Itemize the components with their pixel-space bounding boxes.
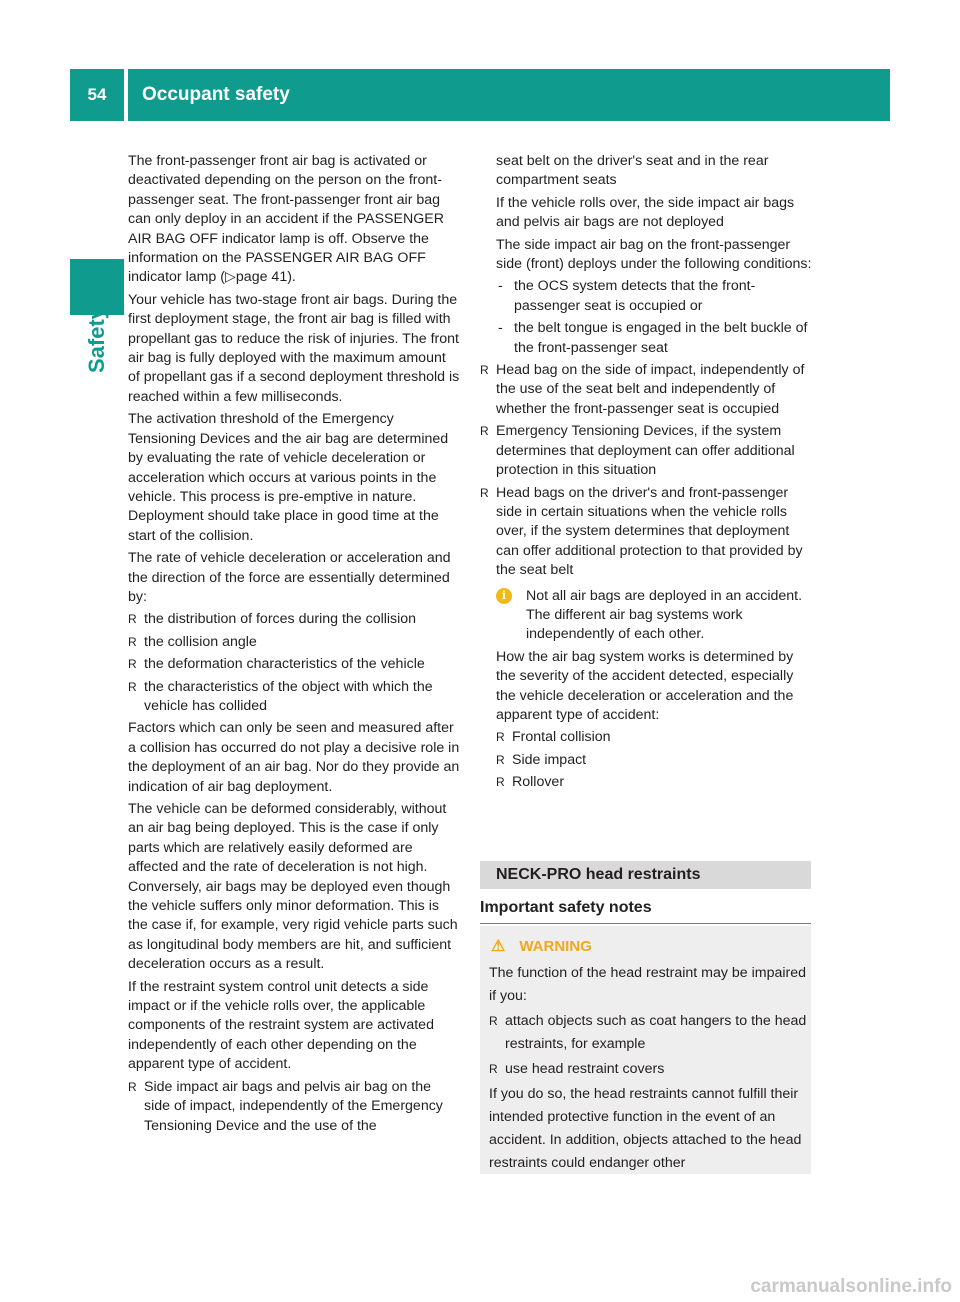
list-item: R use head restraint covers (489, 1058, 807, 1081)
paragraph: The rate of vehicle deceleration or acceleration and the direction of the force are essentially determined by: (128, 550, 451, 605)
bullet-icon: R (128, 657, 137, 672)
section-subheading: Important safety notes (480, 899, 652, 916)
list-item: - the OCS system detects that the front-passenger seat is occupied or (498, 278, 756, 314)
left-column (128, 152, 460, 1139)
paragraph: Your vehicle has two-stage front air bags. During the first deployment stage, the front air bag is filled with propellant gas to reduce the risk of injuries. The front air bag is fully deployed with the maximum amount of propellant gas if a second deployment threshold is reached within a few milliseconds. (128, 291, 460, 405)
side-tab-label: Safety (84, 306, 109, 374)
bullet-icon: R (496, 752, 505, 767)
watermark: carmanualsonline.info (750, 1276, 952, 1297)
paragraph: If the vehicle rolls over, the side impact air bags and pelvis air bags are not deployed (496, 194, 795, 231)
bullet-icon: R (480, 424, 489, 439)
list-item: R attach objects such as coat hangers to the head restraints, for example (489, 1010, 807, 1056)
list-item: R Side impact (496, 751, 814, 770)
page-reference-link[interactable]: page 41). (235, 269, 296, 286)
bullet-icon: R (128, 634, 137, 649)
page-title: Occupant safety (128, 69, 890, 121)
paragraph: If the restraint system control unit detects a side impact or if the vehicle rolls over, the applicable components of the restraint system are activated independently of each other depending on the apparent type of accident. (128, 978, 434, 1073)
section-heading: NECK-PRO head restraints (480, 861, 811, 889)
list-item: R the deformation characteristics of the vehicle (128, 655, 460, 674)
bullet-icon: R (480, 363, 489, 378)
list-item: R the collision angle (128, 633, 460, 652)
list-item: R Head bags on the driver's and front-passenger side in certain situations when the vehicle rolls over, if the system determines that deployment can offer additional protection to that provided by the seat belt (480, 484, 803, 579)
list-item: - the belt tongue is engaged in the belt buckle of the front-passenger seat (498, 320, 808, 356)
info-icon: i (496, 588, 512, 604)
paragraph: The front-passenger front air bag is activated or deactivated depending on the person on the front-passenger seat. The front-passenger front air bag can only deploy in an accident if the PASSENGER AIR BAG OFF indicator lamp is off. Observe the information on the PASSENGER AIR BAG OFF indicator lamp (▷page 41). (128, 153, 444, 286)
bullet-icon: R (489, 1014, 498, 1028)
dash-icon: - (498, 278, 503, 295)
warning-text: If you do so, the head restraints cannot fulfill their intended protective function in the event of an accident. In addition, objects attached to the head restraints could endanger other (489, 1086, 802, 1171)
bullet-icon: R (489, 1062, 498, 1076)
bullet-icon: R (496, 730, 505, 745)
paragraph: seat belt on the driver's seat and in the rear compartment seats (496, 153, 769, 189)
paragraph: The vehicle can be deformed considerably, without an air bag being deployed. This is the case if only parts which are relatively easily deformed are affected and the rate of deceleration is not high. Conversely, air bags may be deployed even though the vehicle suffers only minor deformation. This is the case if, for example, very rigid vehicle parts such as longitudinal body members are hit, and sufficient deceleration occurs as a result. (128, 801, 458, 973)
paragraph: How the air bag system works is determined by the severity of the accident detected, especially the vehicle deceleration or acceleration and the apparent type of accident: (496, 648, 794, 723)
bullet-icon: R (128, 612, 137, 627)
divider (480, 923, 811, 924)
list-item: R Head bag on the side of impact, independently of the use of the seat belt and independently of whether the front-passenger seat is occupied (480, 362, 805, 417)
paragraph: The side impact air bag on the front-passenger side (front) deploys under the following conditions: (496, 236, 812, 273)
paragraph: Factors which can only be seen and measured after a collision has occurred do not play a decisive role in the deployment of an air bag. Nor do they provide an indication of air bag deployment. (128, 720, 460, 795)
warning-triangle-icon: ⚠ (491, 938, 506, 955)
list-item: R Rollover (496, 773, 814, 792)
list-item: R the distribution of forces during the collision (128, 610, 460, 629)
warning-header: ⚠ WARNING (491, 937, 592, 955)
page-reference-icon: ▷ (225, 269, 236, 286)
bullet-icon: R (496, 775, 505, 790)
info-note: i Not all air bags are deployed in an accident. The different air bag systems work independently of each other. (496, 587, 814, 645)
list-item: R Frontal collision (496, 728, 814, 747)
paragraph: The activation threshold of the Emergency Tensioning Devices and the air bag are determined by evaluating the rate of vehicle deceleration or acceleration which occurs at various points in the vehicle. This process is pre-emptive in nature. Deployment should take place in good time at the start of the collision. (128, 411, 449, 544)
bullet-icon: R (480, 485, 489, 500)
list-item: R the characteristics of the object with which the vehicle has collided (128, 678, 433, 714)
bullet-icon: R (128, 1079, 137, 1094)
page-number: 54 (70, 69, 124, 121)
right-column (480, 152, 814, 796)
list-item: R Side impact air bags and pelvis air bag on the side of impact, independently of the Emergency Tensioning Device and the use of the (128, 1078, 443, 1134)
bullet-icon: R (128, 679, 137, 694)
dash-icon: - (498, 320, 503, 337)
warning-intro: The function of the head restraint may be impaired if you: (489, 965, 807, 1004)
warning-body (489, 962, 807, 1175)
list-item: R Emergency Tensioning Devices, if the system determines that deployment can offer additional protection in this situation (480, 423, 795, 479)
